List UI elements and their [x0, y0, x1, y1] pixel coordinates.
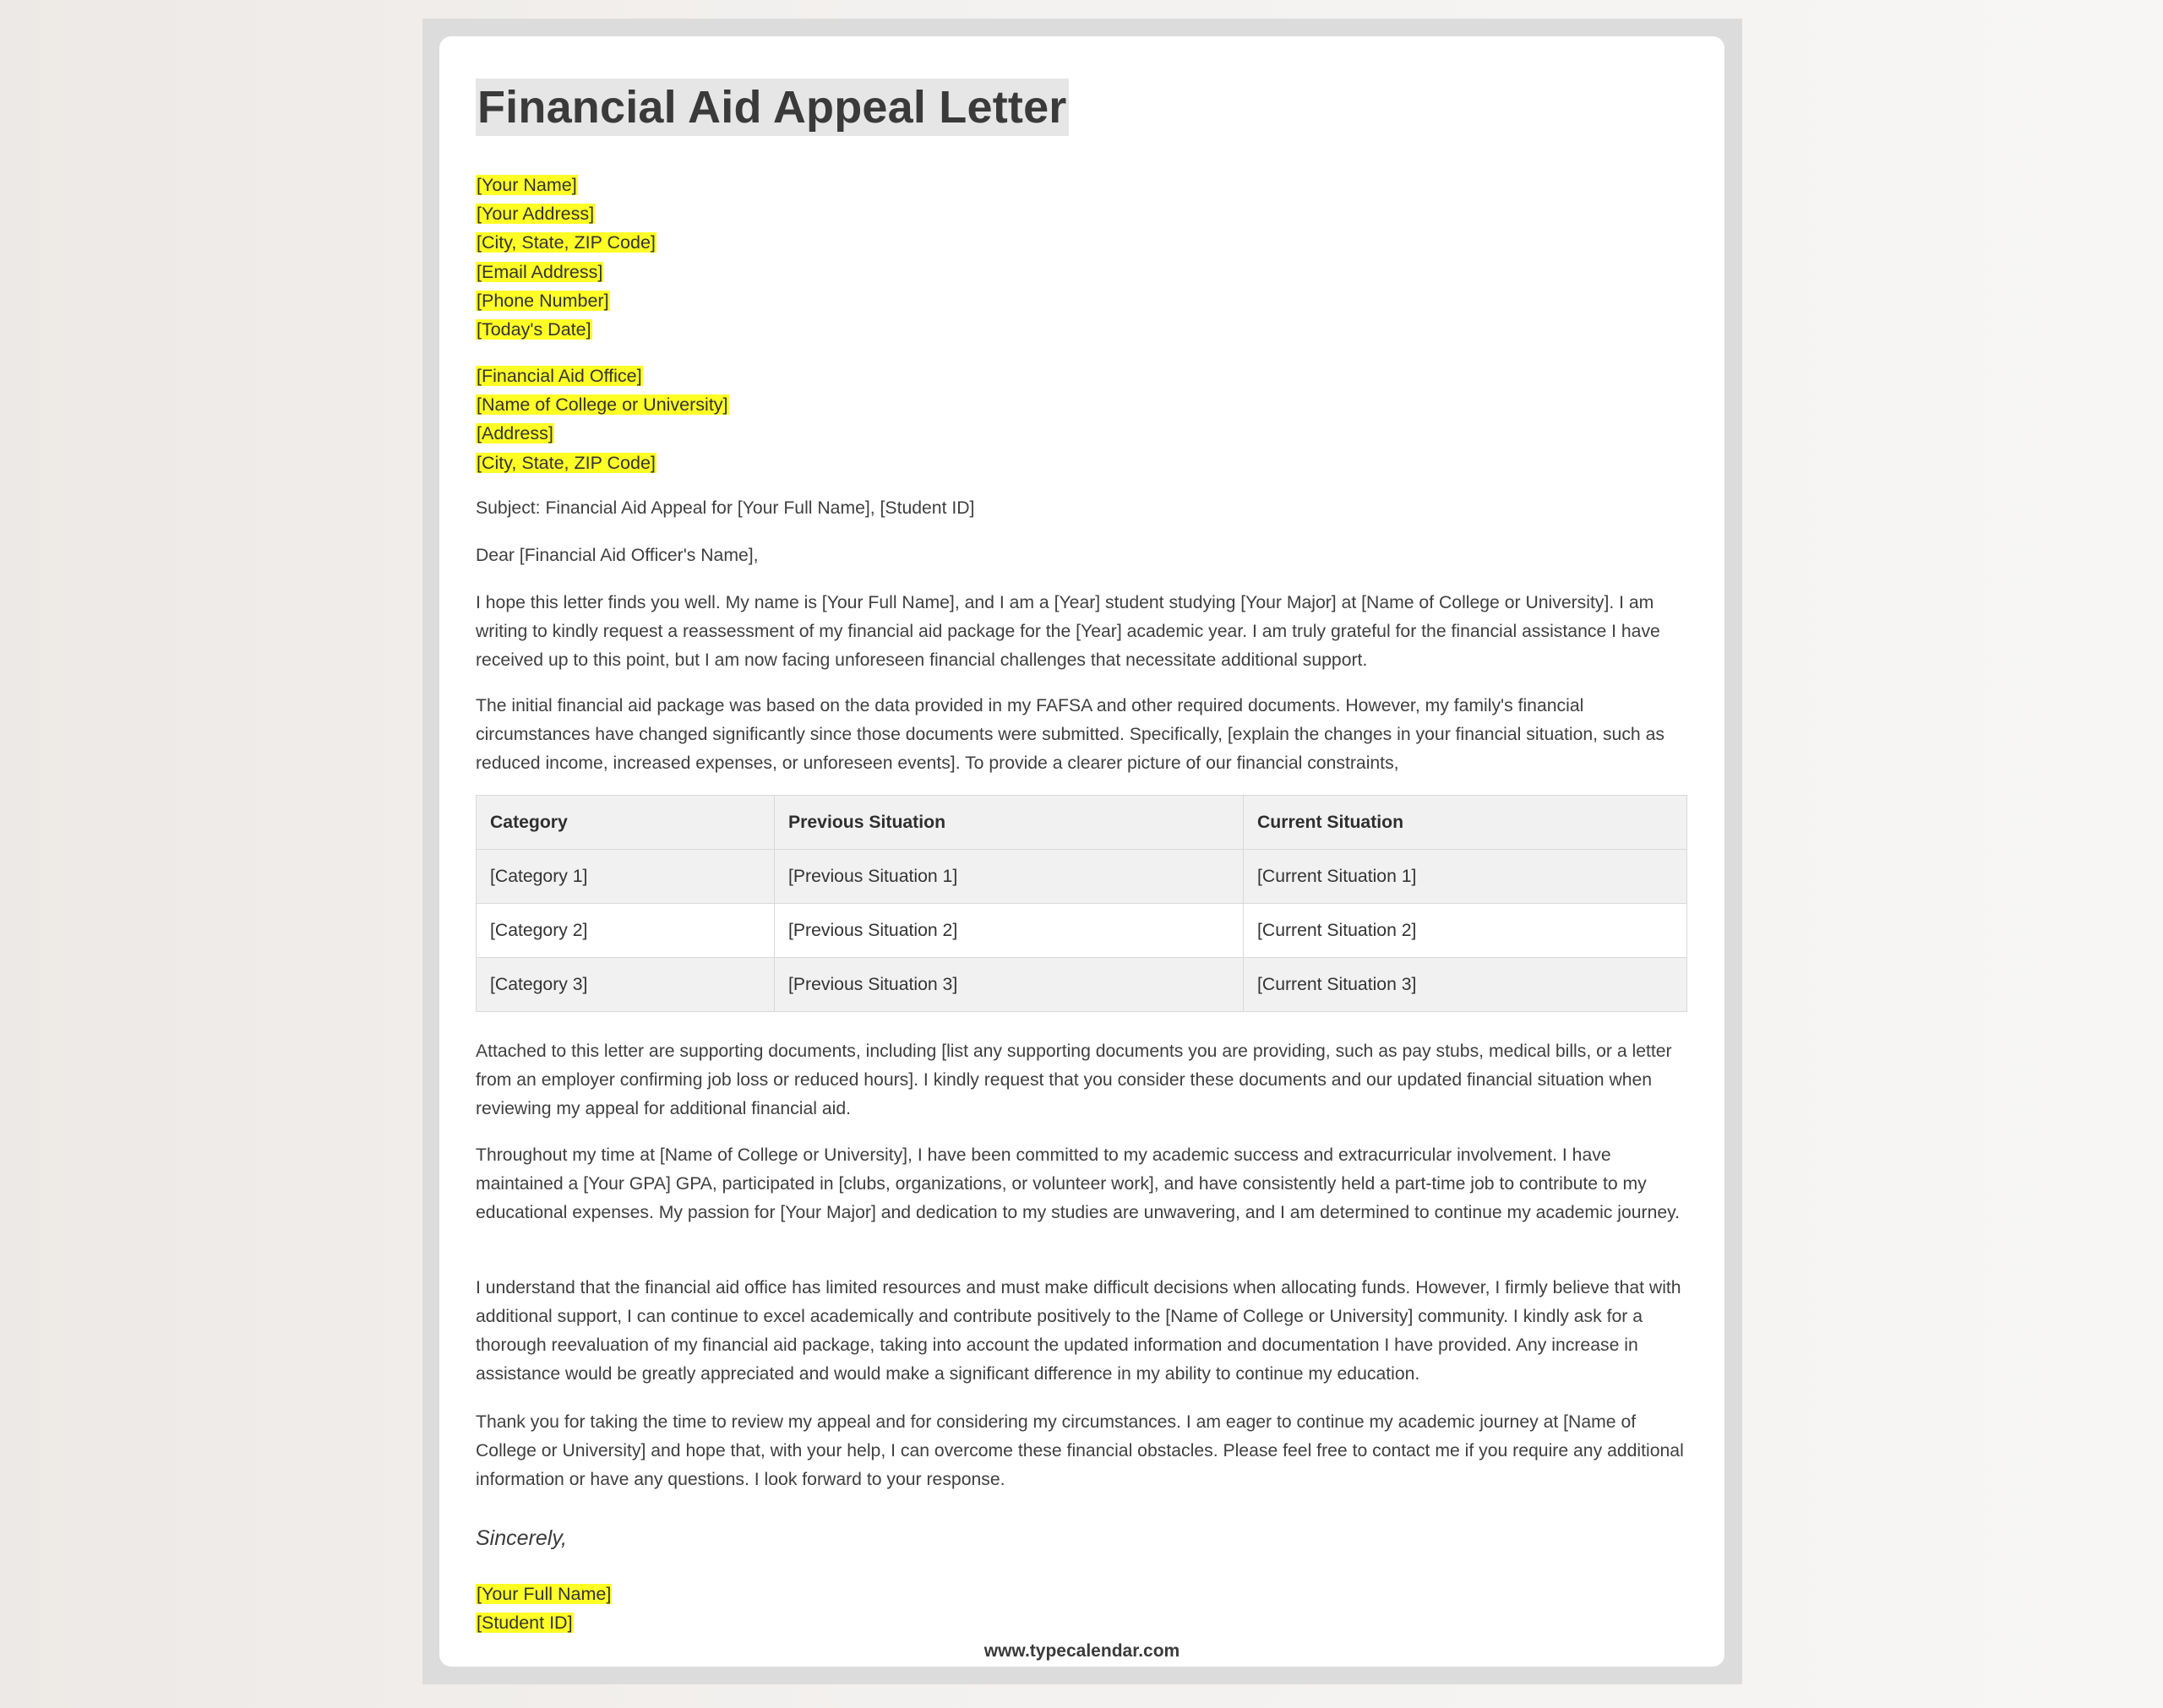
paragraph-achievements: Throughout my time at [Name of College or University], I have been committed to my academic success and extracurricular involvement. I have maintained a [Your GPA] GPA, participated in [clubs, organizations, or volunteer work], and have consistently held a part-time job to contribute to my educational expenses. My passion for [Your Major] and dedication to my studies are unwavering, and I am determined to continue my academic journey. [476, 1145, 1681, 1222]
recipient-address: [Address] [477, 423, 553, 444]
paragraph-circumstances: The initial financial aid package was based on the data provided in my FAFSA and other required documents. However, my family's financial circumstances have changed significantly since those documents were submitted. Specifically, [explain the changes in your financial situation, such as reduced income, increased expenses, or unforeseen events]. To provide a clearer picture of our financial constraints, [476, 696, 1664, 773]
situation-table [476, 795, 1687, 1012]
paragraph-documents: Attached to this letter are supporting documents, including [list any supporting documents you are providing, such as pay stubs, medical bills, or a letter from an employer confirming job loss or reduced hours]. I kindly request that you consider these documents and our updated financial situation when reviewing my appeal for additional financial aid. [476, 1042, 1672, 1118]
sender-address: [Your Address] [477, 204, 595, 225]
table-cell: [Category 1] [477, 850, 775, 904]
table-cell: [Previous Situation 2] [775, 904, 1244, 958]
signature-block [476, 1580, 612, 1637]
table-cell: [Category 3] [477, 958, 775, 1012]
paragraph-request: I understand that the financial aid office has limited resources and must make difficult decisions when allocating funds. However, I firmly believe that with additional support, I can continue to excel academically and contribute positively to the [Name of College or University] community. I kindly ask for a thorough reevaluation of my financial aid package, taking into account the updated information and documentation I have provided. Any increase in assistance would be greatly appreciated and would make a significant difference in my ability to continue my education. [476, 1278, 1681, 1384]
sender-name: [Your Name] [477, 175, 577, 195]
table-cell: [Previous Situation 1] [775, 850, 1244, 904]
table-cell: [Current Situation 1] [1244, 850, 1687, 904]
sender-block [476, 171, 657, 344]
paragraph-thanks: Thank you for taking the time to review my appeal and for considering my circumstances. I am eager to continue my academic journey at [Name of College or University] and hope that, with your help, I can overcome these financial obstacles. Please feel free to contact me if you require any additional information or have any questions. I look forward to your response. [476, 1412, 1684, 1489]
website-footer: www.typecalendar.com [983, 1641, 1180, 1661]
table-row [477, 904, 1687, 958]
table-header-row [477, 796, 1687, 850]
recipient-office: [Financial Aid Office] [477, 366, 642, 386]
paragraph-intro: I hope this letter finds you well. My name is [Your Full Name], and I am a [Year] student studying [Your Major] at [Name of College or University]. I am writing to kindly request a reassessment of my financial aid package for the [Year] academic year. I am truly grateful for the financial assistance I have received up to this point, but I am now facing unforeseen financial challenges that necessitate additional support. [476, 593, 1660, 670]
table-header: Previous Situation [775, 796, 1244, 850]
sender-phone: [Phone Number] [477, 290, 609, 311]
signature-name: [Your Full Name] [477, 1584, 612, 1604]
table-cell: [Previous Situation 3] [775, 958, 1244, 1012]
table-row [477, 850, 1687, 904]
recipient-college: [Name of College or University] [477, 394, 728, 416]
closing: Sincerely, [476, 1526, 567, 1550]
sender-email: [Email Address] [477, 261, 603, 282]
letter-date: [Today's Date] [477, 319, 591, 340]
letter-page [439, 36, 1724, 1667]
salutation: Dear [Financial Aid Officer's Name], [476, 546, 759, 565]
signature-student-id: [Student ID] [477, 1613, 573, 1634]
subject-line: Subject: Financial Aid Appeal for [Your Full Name], [Student ID] [476, 498, 975, 518]
sender-city-state-zip: [City, State, ZIP Code] [477, 232, 656, 253]
table-cell: [Current Situation 3] [1244, 958, 1687, 1012]
recipient-city-state-zip: [City, State, ZIP Code] [477, 452, 656, 473]
table-row [477, 958, 1687, 1012]
table-cell: [Current Situation 2] [1244, 904, 1687, 958]
table-header: Category [477, 796, 775, 850]
recipient-block [476, 362, 729, 477]
table-cell: [Category 2] [477, 904, 775, 958]
table-header: Current Situation [1244, 796, 1687, 850]
letter-title: Financial Aid Appeal Letter [476, 79, 1069, 136]
